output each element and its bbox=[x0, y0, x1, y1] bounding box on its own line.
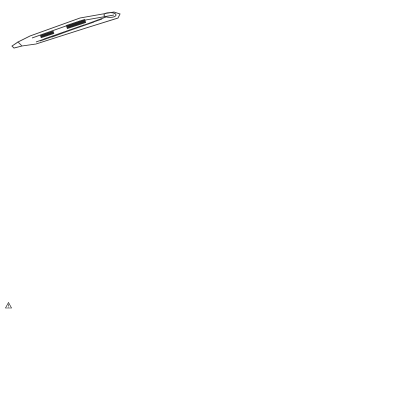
section-safety bbox=[5, 300, 196, 400]
warning-triangle-icon bbox=[5, 302, 12, 309]
right-column bbox=[207, 0, 397, 400]
warning-subheading bbox=[5, 302, 196, 309]
appliance-illustration bbox=[10, 8, 130, 50]
appliance-illustration-icon bbox=[10, 8, 130, 50]
